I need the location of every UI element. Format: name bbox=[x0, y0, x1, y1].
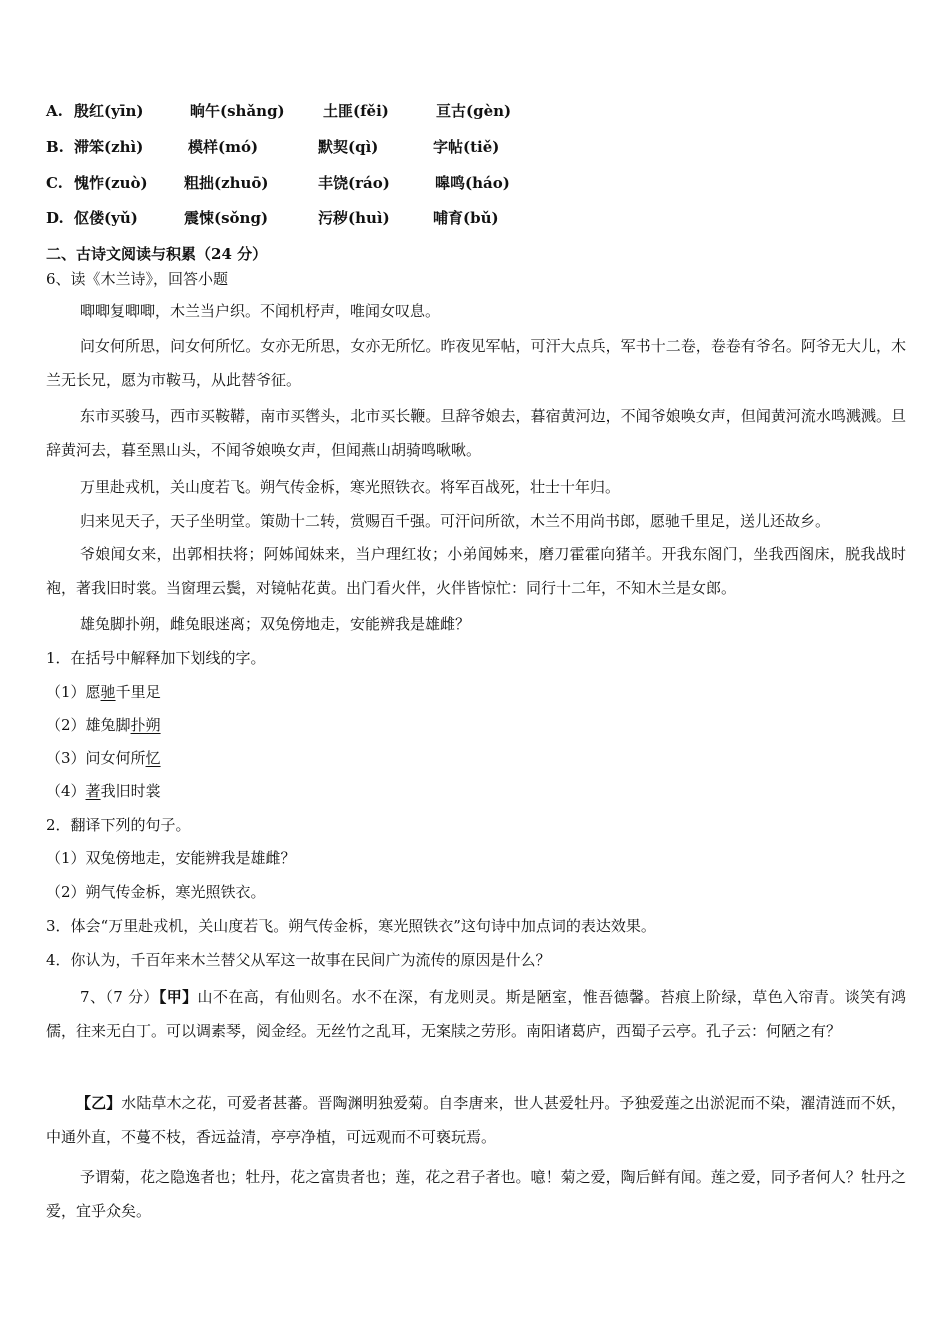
question-7-prefix: 7、（7 分） bbox=[80, 988, 159, 1006]
poem-stanza: 雄兔脚扑朔，雌兔眼迷离；双兔傍地走，安能辨我是雄雌？ bbox=[80, 615, 471, 633]
option-item: 滞笨(zhì) bbox=[74, 138, 144, 156]
option-label: B. bbox=[46, 138, 64, 156]
option-item: 污秽(huì) bbox=[318, 209, 390, 227]
option-item: 粗拙(zhuō) bbox=[184, 174, 269, 192]
question-1-item bbox=[46, 781, 161, 801]
question-1-stem: 1．在括号中解释加下划线的字。 bbox=[46, 649, 266, 667]
option-item: 震悚(sǒng) bbox=[184, 209, 269, 227]
question-3: 3．体会“万里赴戎机，关山度若飞。朔气传金柝，寒光照铁衣”这句诗中加点词的表达效果。 bbox=[46, 917, 656, 935]
option-item: 哺育(bǔ) bbox=[433, 209, 499, 227]
item-text: 千里足 bbox=[115, 683, 161, 701]
passage-mark-jia: 【甲】 bbox=[158, 988, 198, 1006]
option-item: 殷红(yīn) bbox=[74, 102, 144, 120]
passage-text: 山不在高，有仙则名。水不在深，有龙则灵。斯是陋室，惟吾德馨。苔痕上阶绿，草色入帘青。谈笑有鸿儒，往来无白丁。可以调素琴，阅金经。无丝竹之乱耳，无案牍之劳形。南阳诸葛庐，西蜀子云亭。孔子云：何陋之有？ bbox=[46, 988, 906, 1040]
option-item: 默契(qì) bbox=[318, 138, 379, 156]
poem-stanza: 东市买骏马，西市买鞍鞯，南市买辔头，北市买长鞭。旦辞爷娘去，暮宿黄河边，不闻爷娘唤女声，但闻黄河流水鸣溅溅。旦辞黄河去，暮至黑山头，不闻爷娘唤女声，但闻燕山胡骑鸣啾啾。 bbox=[46, 407, 906, 459]
option-row-a bbox=[46, 101, 566, 121]
option-label: A. bbox=[46, 102, 63, 120]
question-7-passage-yi bbox=[46, 1086, 906, 1154]
section-title: 二、古诗文阅读与积累（24 分） bbox=[46, 245, 268, 263]
option-item: 嗥鸣(háo) bbox=[435, 174, 510, 192]
question-1-item bbox=[46, 682, 161, 702]
question-2-item: （2）朔气传金柝，寒光照铁衣。 bbox=[46, 883, 266, 901]
option-item: 土匪(fěi) bbox=[323, 102, 389, 120]
item-text: （2）雄兔脚 bbox=[46, 716, 131, 734]
underlined-word: 著 bbox=[85, 782, 101, 800]
option-row-c bbox=[46, 173, 566, 193]
question-4: 4．你认为，千百年来木兰替父从军这一故事在民间广为流传的原因是什么？ bbox=[46, 951, 551, 969]
option-label: C. bbox=[46, 174, 63, 192]
question-7-passage-yi-cont: 予谓菊，花之隐逸者也；牡丹，花之富贵者也；莲，花之君子者也。噫！菊之爱，陶后鲜有闻。莲之爱，同予者何人？牡丹之爱，宜乎众矣。 bbox=[46, 1168, 906, 1220]
poem-stanza: 归来见天子，天子坐明堂。策勋十二转，赏赐百千强。可汗问所欲，木兰不用尚书郎，愿驰千里足，送儿还故乡。 bbox=[80, 512, 831, 530]
item-text: （4） bbox=[46, 782, 86, 800]
poem-stanza: 爷娘闻女来，出郭相扶将；阿姊闻妹来，当户理红妆；小弟闻姊来，磨刀霍霍向猪羊。开我东阁门，坐我西阁床，脱我战时袍，著我旧时裳。当窗理云鬓，对镜帖花黄。出门看火伴，火伴皆惊忙：同行十二年，不知木兰是女郎。 bbox=[46, 545, 906, 597]
question-2-item: （1）双兔傍地走，安能辨我是雄雌？ bbox=[46, 849, 296, 867]
question-6-title: 6、读《木兰诗》，回答小题 bbox=[46, 270, 229, 288]
option-row-b bbox=[46, 137, 566, 157]
item-text: （1）愿 bbox=[46, 683, 101, 701]
option-item: 晌午(shǎng) bbox=[190, 102, 285, 120]
option-item: 亘古(gèn) bbox=[436, 102, 512, 120]
option-item: 丰饶(ráo) bbox=[318, 174, 390, 192]
item-text: 我旧时裳 bbox=[100, 782, 161, 800]
question-1-item bbox=[46, 748, 161, 768]
question-7-passage-jia bbox=[46, 980, 906, 1048]
question-1-item bbox=[46, 715, 161, 735]
poem-stanza: 问女何所思，问女何所忆。女亦无所思，女亦无所忆。昨夜见军帖，可汗大点兵，军书十二卷，卷卷有爷名。阿爷无大儿，木兰无长兄，愿为市鞍马，从此替爷征。 bbox=[46, 337, 906, 389]
item-text: （3）问女何所 bbox=[46, 749, 146, 767]
poem-stanza: 唧唧复唧唧，木兰当户织。不闻机杼声，唯闻女叹息。 bbox=[80, 302, 441, 320]
passage-mark-yi: 【乙】 bbox=[76, 1094, 122, 1112]
question-2-stem: 2．翻译下列的句子。 bbox=[46, 816, 191, 834]
underlined-word: 忆 bbox=[145, 749, 161, 767]
option-item: 伛偻(yǔ) bbox=[74, 209, 138, 227]
option-item: 模样(mó) bbox=[188, 138, 259, 156]
option-item: 愧怍(zuò) bbox=[74, 174, 148, 192]
poem-stanza: 万里赴戎机，关山度若飞。朔气传金柝，寒光照铁衣。将军百战死，壮士十年归。 bbox=[80, 478, 621, 496]
option-item: 字帖(tiě) bbox=[433, 138, 500, 156]
underlined-word: 驰 bbox=[100, 683, 116, 701]
option-label: D. bbox=[46, 209, 64, 227]
passage-text: 水陆草木之花，可爱者甚蕃。晋陶渊明独爱菊。自李唐来，世人甚爱牡丹。予独爱莲之出淤泥而不染，濯清涟而不妖，中通外直，不蔓不枝，香远益清，亭亭净植，可远观而不可亵玩焉。 bbox=[46, 1094, 906, 1146]
option-row-d bbox=[46, 208, 566, 228]
underlined-word: 扑朔 bbox=[130, 716, 161, 734]
